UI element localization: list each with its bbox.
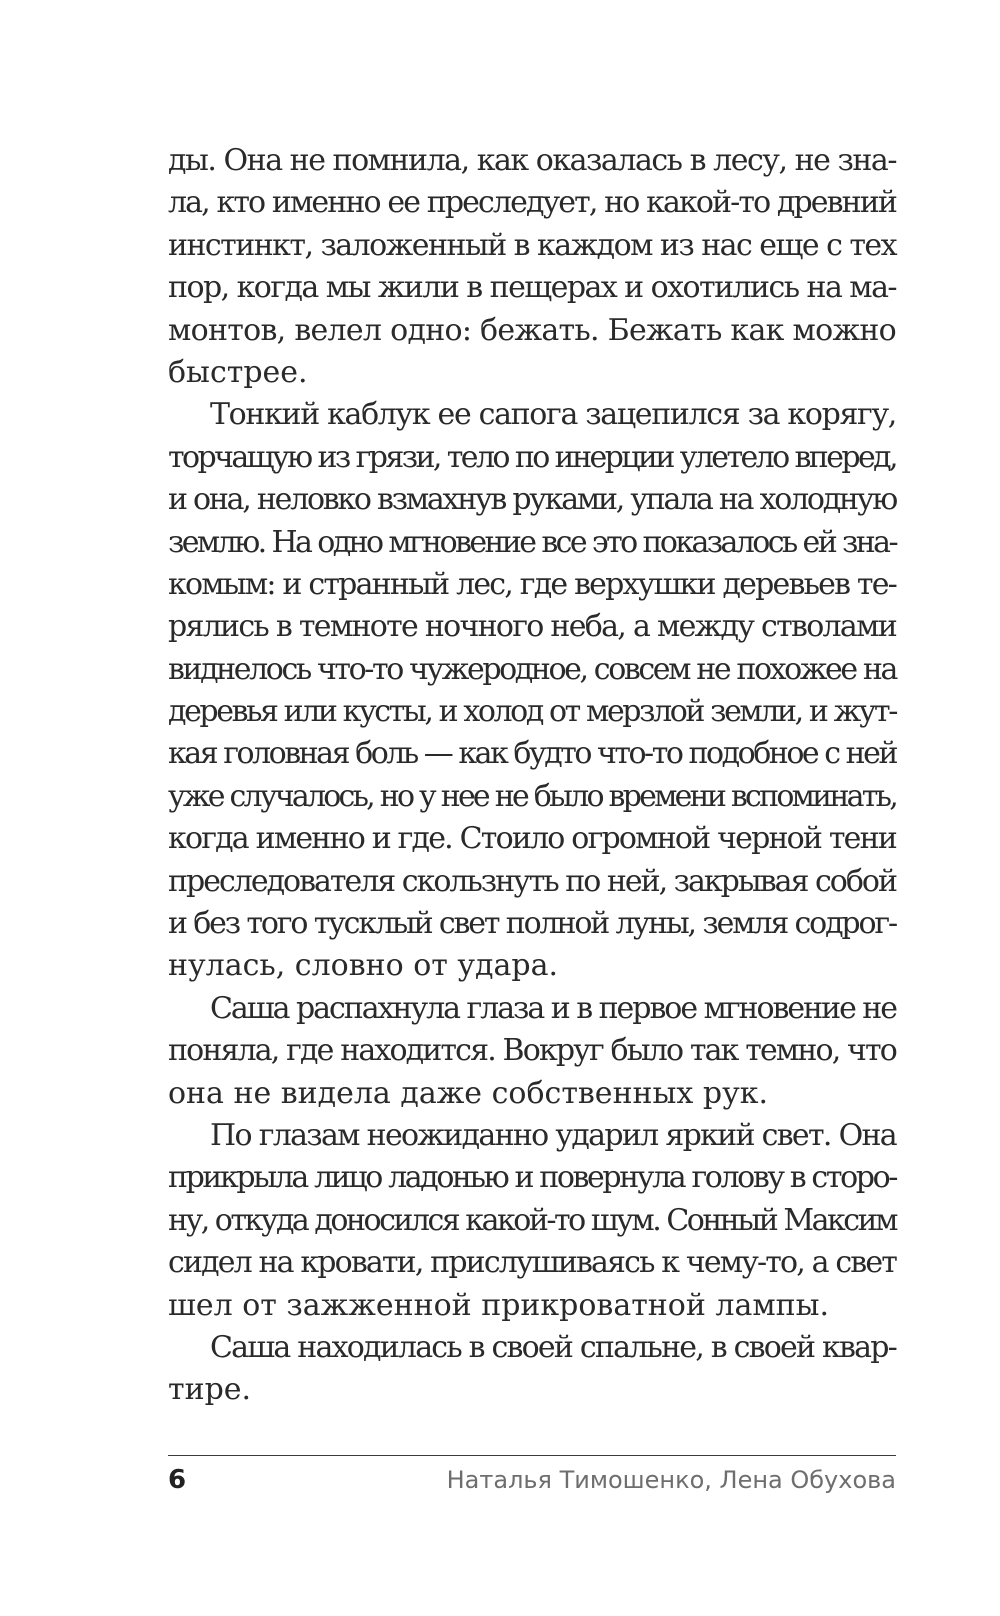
text-line: когда именно и где. Стоило огромной черной тени (168, 821, 896, 857)
text-line: землю. На одно мгновение все это показалось ей зна- (168, 524, 896, 560)
text-line: и она, неловко взмахнув руками, упала на холодную (168, 482, 896, 518)
text-line: кая головная боль — как будто что-то подобное с ней (168, 736, 896, 772)
text-line: тире. (168, 1372, 252, 1408)
footer-divider (168, 1455, 896, 1456)
text-line: ды. Она не помнила, как оказалась в лесу, не зна- (168, 143, 896, 178)
text-line: сидел на кровати, прислушиваясь к чему-то, а свет (168, 1245, 896, 1281)
text-line: уже случалось, но у нее не было времени вспоминать, (168, 778, 896, 814)
text-line: нулась, словно от удара. (168, 948, 559, 984)
body-text (168, 140, 896, 1412)
text-line: ла, кто именно ее преследует, но какой-то древний (168, 185, 896, 221)
text-line: прикрыла лицо ладонью и повернула голову в сторо- (168, 1160, 896, 1196)
text-line: поняла, где находится. Вокруг было так темно, что (168, 1033, 896, 1069)
text-line: монтов, велел одно: бежать. Бежать как можно (168, 312, 896, 348)
text-line: быстрее. (168, 354, 308, 390)
text-line: и без того тусклый свет полной луны, земля содрог- (168, 906, 897, 942)
text-line: она не видела даже собственных рук. (168, 1075, 769, 1111)
text-line: торчащую из грязи, тело по инерции улетело вперед, (168, 439, 896, 475)
text-line: Саша находилась в своей спальне, в своей квар- (210, 1329, 896, 1365)
text-line: Тонкий каблук ее сапога зацепился за корягу, (210, 397, 896, 433)
text-line: ну, откуда доносился какой-то шум. Сонный Максим (168, 1202, 896, 1238)
text-line: шел от зажженной прикроватной лампы. (168, 1287, 830, 1323)
running-footer-authors: Наталья Тимошенко, Лена Обухова (446, 1466, 896, 1494)
text-line: виднелось что-то чужеродное, совсем не похожее на (168, 651, 896, 687)
text-line: преследователя скользнуть по ней, закрывая собой (168, 863, 896, 899)
text-line: инстинкт, заложенный в каждом из нас еще с тех (168, 227, 896, 263)
text-line: Саша распахнула глаза и в первое мгновение не (210, 990, 896, 1026)
text-line: рялись в темноте ночного неба, а между стволами (168, 609, 896, 645)
text-line: комым: и странный лес, где верхушки деревьев те- (168, 566, 896, 602)
page-number: 6 (168, 1465, 187, 1495)
text-line: пор, когда мы жили в пещерах и охотились на ма- (168, 270, 896, 306)
text-line: По глазам неожиданно ударил яркий свет. Она (210, 1117, 896, 1153)
text-line: деревья или кусты, и холод от мерзлой земли, и жут- (168, 694, 896, 730)
